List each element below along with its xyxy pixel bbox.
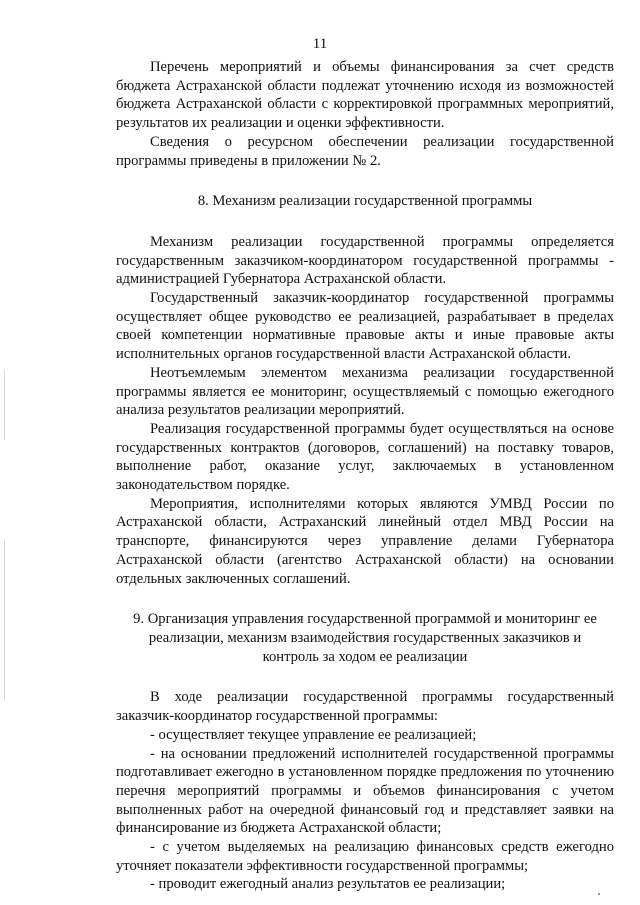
section-9-heading-line: контроль за ходом ее реализации bbox=[262, 648, 468, 665]
document-body bbox=[116, 58, 614, 894]
scan-speck bbox=[598, 893, 600, 895]
paragraph: Сведения о ресурсном обеспечении реализации государственной программы приведены в приложении № 2. bbox=[116, 133, 614, 169]
section-9-heading bbox=[116, 610, 614, 666]
page-number: 11 bbox=[312, 36, 328, 52]
paragraph: Мероприятия, исполнителями которых являются УМВД России по Астраханской области, Астраханский линейный отдел МВД России на транспорте, финансируются через управление делами Губернатора Астраханской области (агентство Астраханской области) на основании отдельных заключенных соглашений. bbox=[116, 495, 614, 587]
section-8-heading: 8. Механизм реализации государственной программы bbox=[197, 193, 533, 210]
scan-margin-line bbox=[4, 370, 5, 440]
list-item: - на основании предложений исполнителей государственной программы подготавливает ежегодно в установленном порядке предложения по уточнению перечня мероприятий программы и объемов финансирования с учетом выполненных работ на очередной финансовый год и представляет заявки на финансирование из бюджета Астраханской области; bbox=[116, 745, 614, 837]
section-9-heading-line: реализации, механизм взаимодействия государственных заказчиков и bbox=[148, 629, 582, 646]
list-item: - с учетом выделяемых на реализацию финансовых средств ежегодно уточняет показатели эффективности государственной программы; bbox=[116, 839, 614, 874]
paragraph: В ходе реализации государственной программы государственный заказчик-координатор государственной программы: bbox=[116, 689, 614, 725]
paragraph: Механизм реализации государственной программы определяется государственным заказчиком-координатором государственной программы - администрацией Губернатора Астраханской области. bbox=[116, 233, 614, 288]
list-item: - проводит ежегодный анализ результатов ее реализации; bbox=[150, 876, 506, 893]
scan-margin-line bbox=[4, 540, 5, 700]
section-9-heading-line: 9. Организация управления государственной программой и мониторинг ее bbox=[133, 611, 597, 628]
paragraph: Неотъемлемым элементом механизма реализации государственной программы является ее мониторинг, осуществляемый с помощью ежегодного анализа результатов реализации мероприятий. bbox=[116, 364, 614, 419]
paragraph: Перечень мероприятий и объемы финансирования за счет средств бюджета Астраханской области подлежат уточнению исходя из возможностей бюджета Астраханской области с корректировкой программных мероприятий, результатов их реализации и оценки эффективности. bbox=[116, 59, 614, 132]
paragraph: Государственный заказчик-координатор государственной программы осуществляет общее руководство ее реализацией, разрабатывает в пределах своей компетенции нормативные правовые акты и иные правовые акты исполнительных органов государственной власти Астраханской области. bbox=[116, 290, 614, 363]
list-item: - осуществляет текущее управление ее реализацией; bbox=[150, 726, 477, 743]
paragraph: Реализация государственной программы будет осуществляться на основе государственных контрактов (договоров, соглашений) на поставку товаров, выполнение работ, оказание услуг, заключаемых в установленном законодательством порядке. bbox=[116, 420, 614, 494]
